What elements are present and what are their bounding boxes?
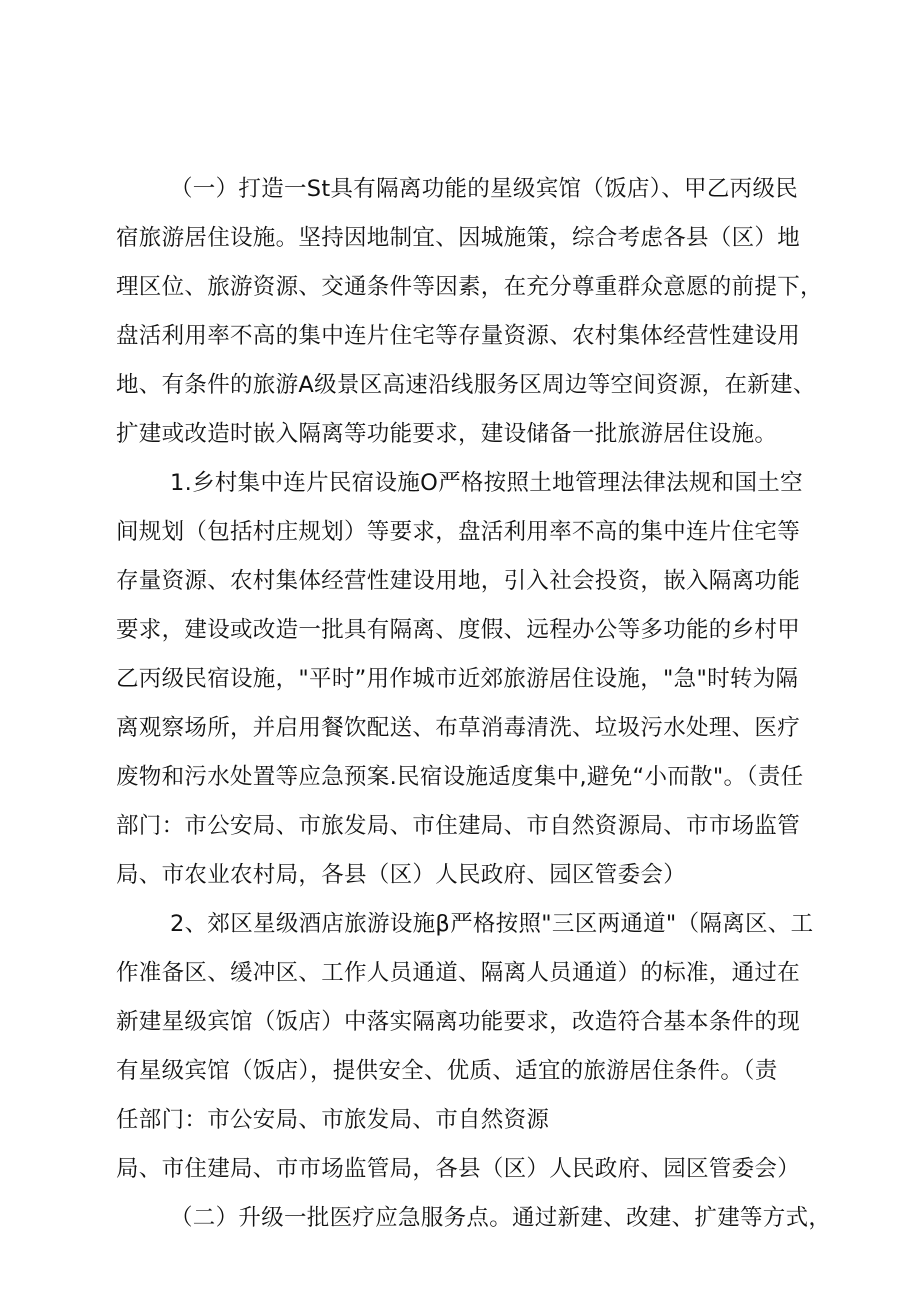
text-line: 盘活利用率不高的集中连片住宅等存量资源、农村集体经营性建设用: [116, 323, 801, 349]
text-line: 作准备区、缓冲区、工作人员通道、隔离人员通道）的标准，通过在: [116, 960, 801, 986]
text-line: 宿旅游居住设施。坚持因地制宜、因城施策，综合考虑各县（区）地: [116, 225, 801, 251]
text-line: 有星级宾馆（饭店），提供安全、优质、适宜的旅游居住条件。（责: [116, 1058, 778, 1084]
text-line: 新建星级宾馆（饭店）中落实隔离功能要求，改造符合基本条件的现: [116, 1009, 801, 1035]
text-line: 要求，建设或改造一批具有隔离、度假、远程办公等多功能的乡村甲: [116, 617, 801, 643]
text-line: 部门：市公安局、市旅发局、市住建局、市自然资源局、市市场监管: [116, 813, 801, 839]
text-line: （二）升级一批医疗应急服务点。通过新建、改建、扩建等方式，: [170, 1205, 832, 1231]
text-line: 2、郊区星级酒店旅游设施β严格按照"三区两通道"（隔离区、工: [170, 911, 814, 937]
text-line: 乙丙级民宿设施，"平时”用作城市近郊旅游居住设施，"急"时转为隔: [116, 666, 799, 692]
text-line: 间规划（包括村庄规划）等要求，盘活利用率不高的集中连片住宅等: [116, 519, 801, 545]
text-line: 扩建或改造时嵌入隔离等功能要求，建设储备一批旅游居住设施。: [116, 421, 778, 447]
text-line: 废物和污水处置等应急预案.民宿设施适度集中,避免“小而散"。（责任: [116, 764, 804, 790]
text-line: 离观察场所，并启用餐饮配送、布草消毒清洗、垃圾污水处理、医疗: [116, 715, 801, 741]
text-line: 存量资源、农村集体经营性建设用地，引入社会投资，嵌入隔离功能: [116, 568, 801, 594]
text-line: 地、有条件的旅游A级景区高速沿线服务区周边等空间资源，在新建、: [116, 372, 816, 398]
text-line: （一）打造一St具有隔离功能的星级宾馆（饭店）、甲乙丙级民: [170, 176, 799, 202]
text-line: 理区位、旅游资源、交通条件等因素，在充分尊重群众意愿的前提下，: [116, 274, 823, 300]
text-line: 任部门：市公安局、市旅发局、市自然资源: [116, 1107, 550, 1133]
text-line: 1.乡村集中连片民宿设施O严格按照土地管理法律法规和国土空: [170, 470, 803, 496]
text-line: 局、市住建局、市市场监管局，各县（区）人民政府、园区管委会）: [116, 1156, 801, 1182]
text-line: 局、市农业农村局，各县（区）人民政府、园区管委会）: [116, 862, 687, 888]
